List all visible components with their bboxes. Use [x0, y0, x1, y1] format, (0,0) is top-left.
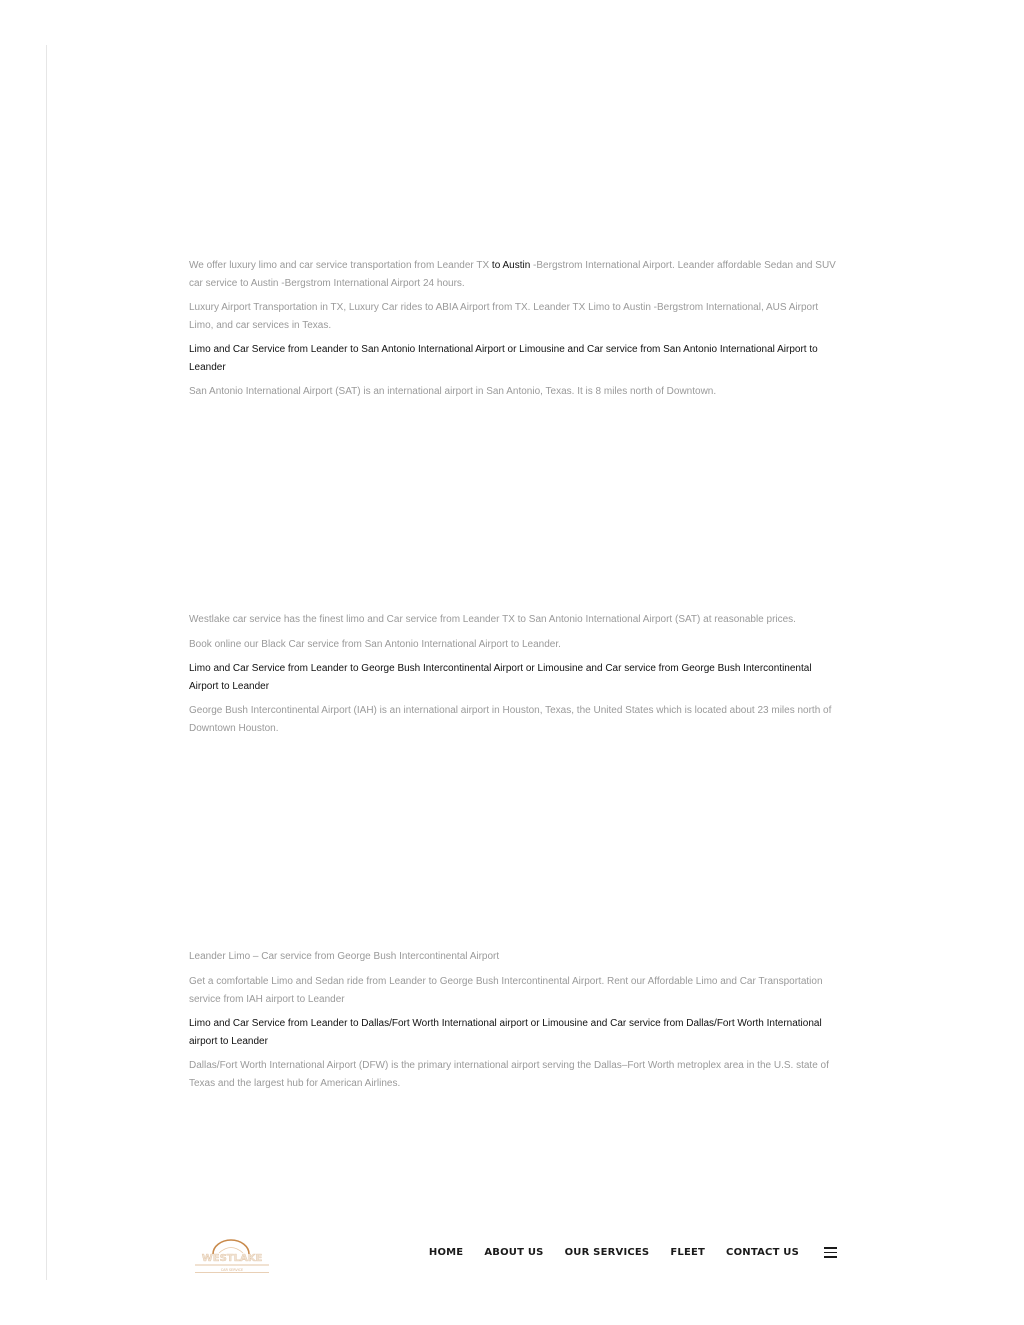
section-3-paragraph-1-wrap — [189, 948, 839, 966]
george-bush-heading: Limo and Car Service from Leander to George Bush Intercontinental Airport or Limousine and Car service from George Bush Intercontinental Airport to Leander — [189, 663, 812, 692]
section-3-paragraph-2-wrap — [189, 973, 839, 1008]
iah-description: George Bush Intercontinental Airport (IAH) is an international airport in Houston, Texas, the United States which is located about 23 miles north of Downtown Houston. — [189, 705, 832, 734]
logo-text: WESTLAKE — [201, 1253, 263, 1264]
intro-text-end: -Bergstrom International Airport. Leander affordable Sedan and SUV car service to Austin -Bergstrom International Airport 24 hours. — [189, 260, 836, 289]
westlake-logo[interactable] — [189, 1234, 275, 1274]
san-antonio-heading: Limo and Car Service from Leander to San Antonio International Airport or Limousine and Car service from San Antonio International Airport to Leander — [189, 344, 818, 373]
section-3-description-wrap — [189, 1057, 839, 1092]
intro-text-start: We offer luxury limo and car service transportation from Leander TX — [189, 260, 492, 271]
nav-our-services[interactable]: OUR SERVICES — [564, 1247, 650, 1258]
nav-about-us[interactable]: ABOUT US — [484, 1247, 544, 1258]
main-navigation — [429, 1247, 799, 1258]
book-online-paragraph: Book online our Black Car service from San Antonio International Airport to Leander. — [189, 639, 561, 650]
westlake-sat-paragraph: Westlake car service has the finest limo and Car service from Leander TX to San Antonio International Airport (SAT) at reasonable prices. — [189, 614, 796, 625]
nav-contact-us[interactable]: CONTACT US — [726, 1247, 799, 1258]
section-1-heading-wrap — [189, 341, 839, 376]
nav-fleet[interactable]: FLEET — [670, 1247, 706, 1258]
section-3-heading-wrap — [189, 1015, 839, 1050]
left-divider-line — [46, 45, 47, 1280]
comfortable-ride-paragraph: Get a comfortable Limo and Sedan ride from Leander to George Bush Intercontinental Airport. Rent our Affordable Limo and Car Transportation service from IAH airport to Leander — [189, 976, 823, 1005]
abia-paragraph: Luxury Airport Transportation in TX, Luxury Car rides to ABIA Airport from TX. Leander TX Limo to Austin -Bergstrom International, AUS Airport Limo, and car services in Texas. — [189, 302, 819, 331]
logo-graphic — [189, 1234, 275, 1274]
section-2-paragraph-2-wrap — [189, 636, 839, 654]
menu-bar-top — [824, 1247, 837, 1249]
section-2-description-wrap — [189, 702, 839, 737]
site-header — [189, 1228, 839, 1280]
logo-subtext: CAR SERVICE — [220, 1268, 244, 1272]
san-antonio-description: San Antonio International Airport (SAT) is an international airport in San Antonio, Texas. It is 8 miles north of Downtown. — [189, 386, 717, 397]
dfw-description: Dallas/Fort Worth International Airport (DFW) is the primary international airport serving the Dallas–Fort Worth metroplex area in the U.S. state of Texas and the largest hub for American Airlines. — [189, 1060, 829, 1089]
content-section-austin — [189, 257, 839, 292]
leander-limo-paragraph: Leander Limo – Car service from George Bush Intercontinental Airport — [189, 951, 500, 962]
austin-link[interactable]: to Austin — [491, 260, 531, 271]
dallas-fort-worth-heading: Limo and Car Service from Leander to Dallas/Fort Worth International airport or Limousine and Car service from Dallas/Fort Worth International airport to Leander — [189, 1018, 822, 1047]
section-2-paragraph-1-wrap — [189, 611, 839, 629]
section-1-paragraph-2-wrap — [189, 299, 839, 334]
hamburger-menu-icon[interactable] — [824, 1247, 837, 1258]
menu-bar-bottom — [824, 1256, 837, 1258]
section-1-description-wrap — [189, 383, 839, 401]
menu-bar-middle — [824, 1252, 837, 1254]
section-2-heading-wrap — [189, 660, 839, 695]
nav-home[interactable]: HOME — [428, 1247, 464, 1258]
intro-paragraph — [189, 257, 839, 292]
